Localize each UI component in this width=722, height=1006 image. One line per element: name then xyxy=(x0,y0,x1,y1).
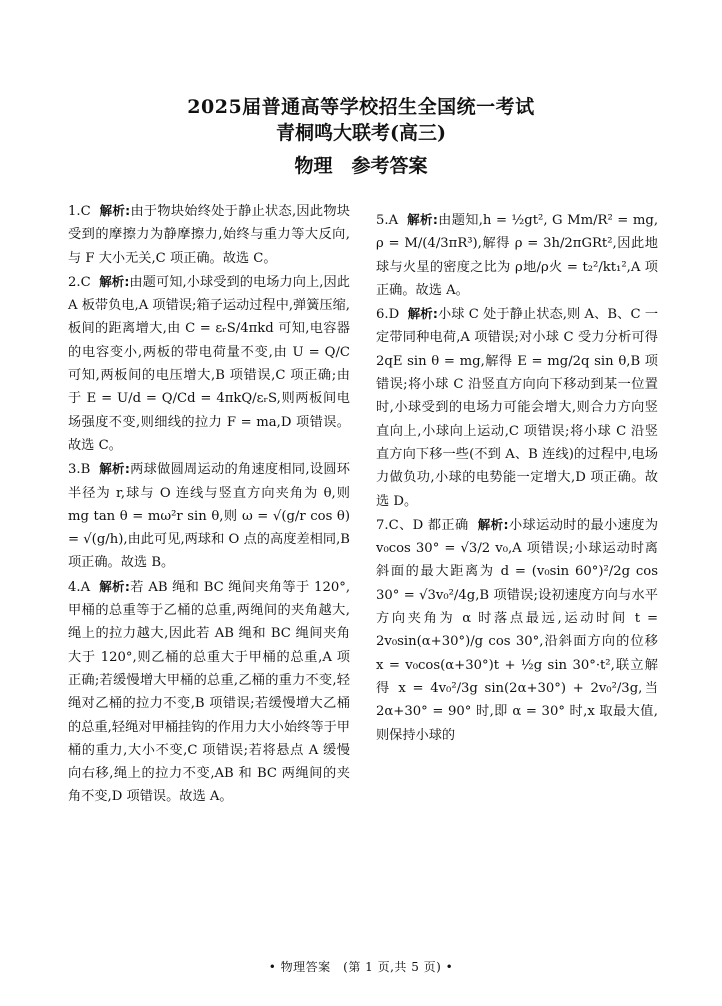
answer-1-number: 1.C xyxy=(68,204,91,219)
right-column xyxy=(376,208,658,747)
exam-subtitle: 青桐鸣大联考(高三) xyxy=(276,122,446,144)
answer-5-label: 解析: xyxy=(407,212,438,227)
answer-5-number: 5.A xyxy=(376,213,399,228)
answer-1-text: 由于物块始终处于静止状态,因此物块受到的摩擦力为静摩擦力,始终与重力等大反向,与 F 大小无关,C 项正确。故选 C。 xyxy=(68,204,350,266)
answer-3 xyxy=(68,457,350,574)
answer-4-label: 解析: xyxy=(99,578,130,594)
answer-6-number: 6.D xyxy=(376,307,400,323)
answer-3-label: 解析: xyxy=(99,461,130,477)
answer-2-number: 2.C xyxy=(68,274,91,290)
answer-3-text: 两球做圆周运动的角速度相同,设圆环半径为 r,球与 O 连线与竖直方向夹角为 θ,则 mg tan θ = mω²r sin θ,则 ω = √(g/r cos θ) = √(g/h),由此可见,两球和 O 点的高度差相同,B 项正确。故选 B。 xyxy=(68,462,350,571)
answer-6 xyxy=(376,302,658,513)
answer-7-text: 小球运动时的最小速度为 v₀cos 30° = √3/2 v₀,A 项错误;小球运动时离斜面的最大距离为 d = (v₀sin 60°)²/2g cos 30° = √3v₀²/4g,B 项错误;设初速度方向与水平方向夹角为 α 时落点最远,运动时间 t = 2v₀sin(α+30°)/g cos 30°,沿斜面方向的位移 x = v₀cos(α+30°)t + ½g sin 30°·t²,联立解得 x = 4v₀²/3g sin(2α+30°) + 2v₀²/3g,当 2α+30° = 90° 时,即 α = 30° 时,x 取最大值,则保持小球的 xyxy=(376,517,659,743)
answer-6-label: 解析: xyxy=(407,306,438,322)
answer-5 xyxy=(376,208,658,302)
answer-1 xyxy=(68,199,350,270)
answer-7 xyxy=(376,513,658,747)
answer-1-label: 解析: xyxy=(99,203,131,218)
answer-2-label: 解析: xyxy=(99,273,130,289)
answer-4-text: 若 AB 绳和 BC 绳间夹角等于 120°,甲桶的总重等于乙桶的总重,两绳间的夹角越大,绳上的拉力越大,因此若 AB 绳和 BC 绳间夹角大于 120°,则乙桶的总重大于甲桶的总重,A 项正确;若缓慢增大甲桶的总重,乙桶的重力不变,轻绳对乙桶的拉力不变,B 项错误;若缓慢增大乙桶的总重,轻绳对甲桶挂钩的作用力大小始终等于甲桶的重力,大小不变,C 项错误;若将悬点 A 缓慢向右移,绳上的拉力不变,AB 和 BC 两绳间的夹角不变,D 项错误。故选 A。 xyxy=(68,579,351,805)
answer-5-text: 由题知,h = ½gt², G Mm/R² = mg, ρ = M/(4/3πR³),解得 ρ = 3h/2πGRt²,因此地球与火星的密度之比为 ρ地/ρ火 = t₂²/kt₁²,A 项正确。故选 A。 xyxy=(376,213,659,298)
page-footer: • 物理答案 (第 1 页,共 5 页) • xyxy=(268,960,454,974)
answer-4-number: 4.A xyxy=(68,579,91,595)
answer-2 xyxy=(68,270,350,457)
answer-3-number: 3.B xyxy=(68,462,91,478)
answer-title: 物理 参考答案 xyxy=(294,155,428,177)
answer-4 xyxy=(68,575,350,809)
answer-6-text: 小球 C 处于静止状态,则 A、B、C 一定带同种电荷,A 项错误;对小球 C 受力分析可得 2qE sin θ = mg,解得 E = mg/2q sin θ,B 项错误;将小球 C 沿竖直方向向下移动到某一位置时,小球受到的电场力可能会增大,则合力方向竖直向上,小球向上运动,C 项错误;将小球 C 沿竖直方向下移一些(不到 A、B 连线)的过程中,电场力做负功,小球的电势能一定增大,D 项正确。故选 D。 xyxy=(376,307,659,509)
left-column xyxy=(68,199,350,809)
answer-7-label: 解析: xyxy=(477,516,509,532)
answer-2-text: 由题可知,小球受到的电场力向上,因此 A 板带负电,A 项错误;箱子运动过程中,弹簧压缩,板间的距离增大,由 C = εᵣS/4πkd 可知,电容器的电容变小,两板的带电荷量不变,由 U = Q/C 可知,两板间的电压增大,B 项错误,C 项正确;由于 E = U/d = Q/Cd = 4πkQ/εᵣS,则两板间电场强度不变,则细线的拉力 F = ma,D 项错误。故选 C。 xyxy=(68,274,350,453)
exam-title: 2025届普通高等学校招生全国统一考试 xyxy=(187,96,535,118)
answer-7-number: 7.C、D 都正确 xyxy=(376,517,469,533)
